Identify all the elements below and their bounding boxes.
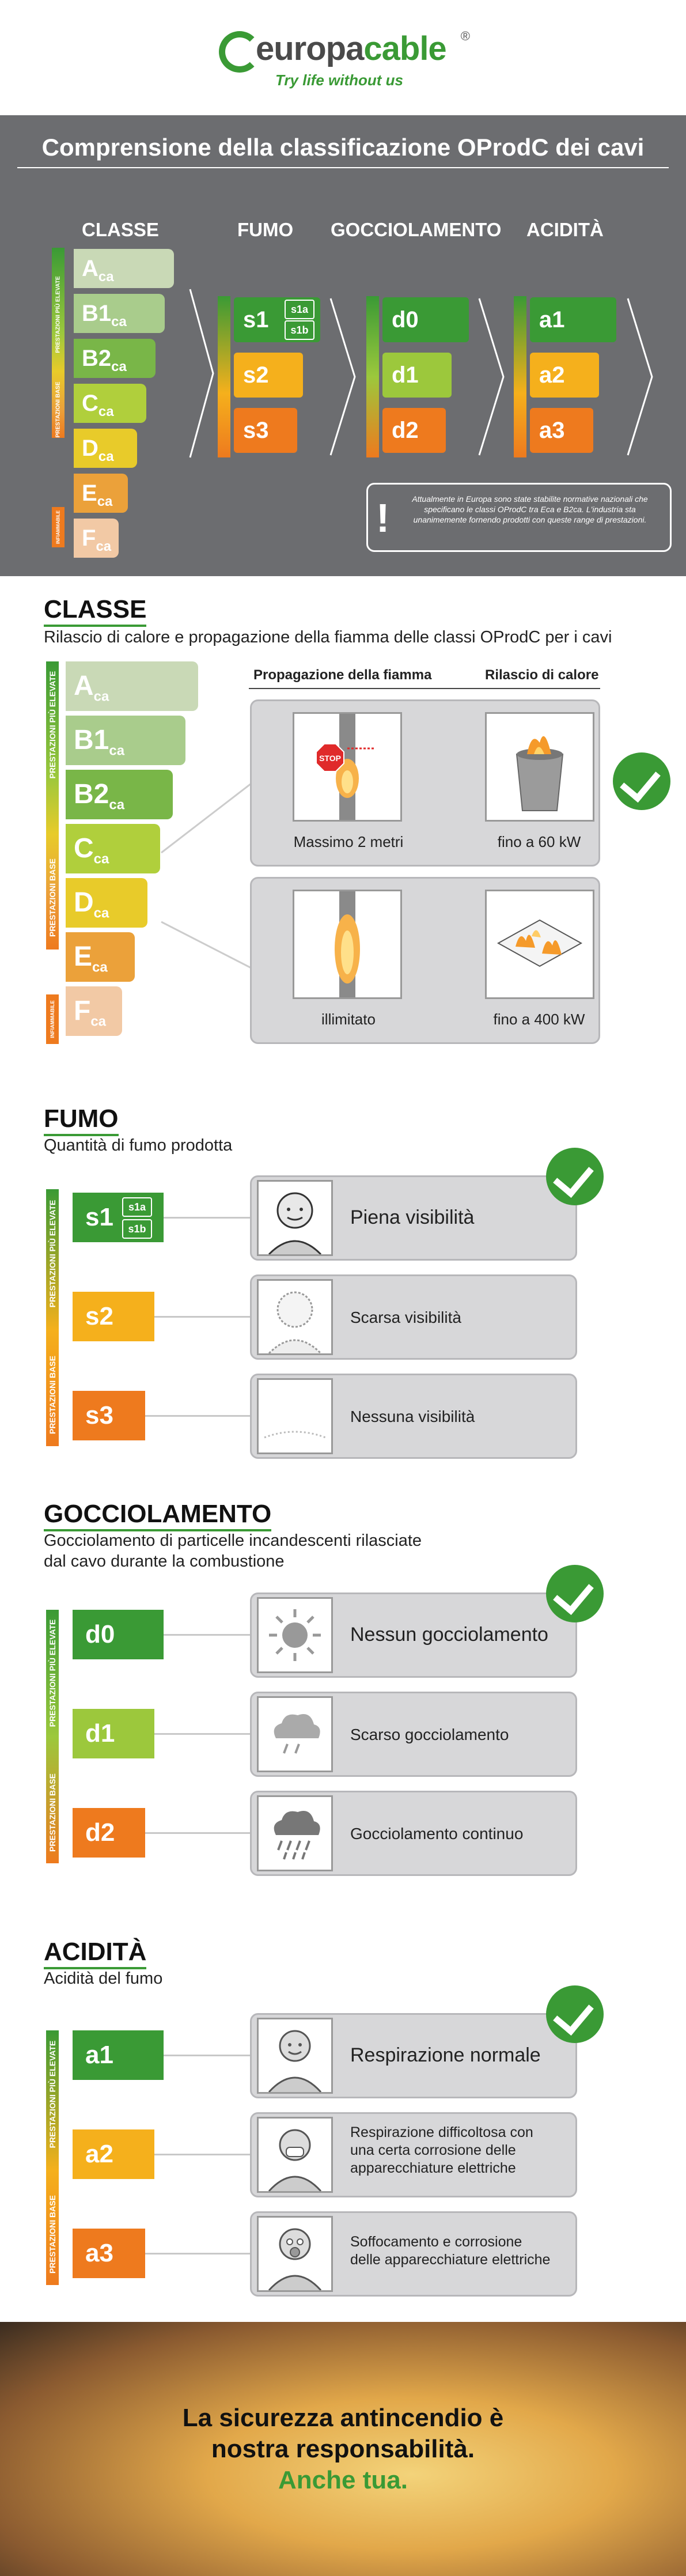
drip-scale-bar xyxy=(46,1610,59,1863)
section-title-acidita: ACIDITÀ xyxy=(44,1938,146,1969)
class-step-b1 xyxy=(74,294,165,333)
acid-label-suffocation xyxy=(350,2233,550,2269)
class-step-c xyxy=(74,384,146,423)
class-step-main: F xyxy=(74,996,91,1026)
class-step-main: B1 xyxy=(82,301,112,326)
scale-label-base: PRESTAZIONI BASE xyxy=(48,1773,57,1852)
flammable-scale-bar xyxy=(46,994,59,1044)
performance-scale-bar xyxy=(52,248,65,438)
header-divider xyxy=(249,688,600,689)
scale-label-high: PRESTAZIONI PIÙ ELEVATE xyxy=(48,2040,57,2148)
smoke-label-full: Piena visibilità xyxy=(350,1206,475,1228)
section-subtitle-gocc-1: Gocciolamento di particelle incandescenti rilasciate xyxy=(44,1531,422,1550)
scale-label-high: PRESTAZIONI PIÙ ELEVATE xyxy=(48,1200,57,1307)
smoke-tag-s1a: s1a xyxy=(122,1197,152,1217)
smoke-label-low: Scarsa visibilità xyxy=(350,1308,461,1326)
exclamation-icon: ! xyxy=(376,495,390,540)
smoke-subpill-s1b: s1b xyxy=(285,320,314,340)
acid-label-difficult xyxy=(350,2124,533,2177)
footer-slogan-accent: Anche tua. xyxy=(278,2466,408,2494)
class-step-main: B2 xyxy=(82,346,112,371)
class-step-sub: ca xyxy=(93,905,109,921)
class-step-main: A xyxy=(74,671,94,701)
class-step-c xyxy=(66,824,160,873)
acid-label-difficult-line-1: Respirazione difficoltosa con xyxy=(350,2124,533,2140)
logo-ring-icon xyxy=(219,31,260,73)
class-step-main: E xyxy=(74,941,93,972)
class-step-f xyxy=(74,519,119,558)
drip-label-none: Nessun gocciolamento xyxy=(350,1624,548,1646)
info-note xyxy=(366,483,672,552)
scale-label-high: PRESTAZIONI PIÙ ELEVATE xyxy=(48,1619,57,1727)
acid-label-difficult-line-2: una certa corrosione delle xyxy=(350,2142,516,2158)
class-step-d xyxy=(74,429,137,468)
section-subtitle-acidita: Acidità del fumo xyxy=(44,1969,163,1988)
flame-unlimited-image xyxy=(293,890,402,999)
drip-pill-label: d1 xyxy=(392,362,419,388)
room-fire-image xyxy=(485,890,594,999)
connector-line xyxy=(154,1733,250,1735)
smoke-scale-bar xyxy=(46,1189,59,1446)
section-subtitle-classe: Rilascio di calore e propagazione della fiamma delle classi OProdC per i cavi xyxy=(44,628,612,646)
header-heat-release: Rilascio di calore xyxy=(485,667,599,683)
person-gasmask-icon xyxy=(257,2216,333,2292)
caption-400kw: fino a 400 kW xyxy=(493,1011,585,1028)
chevron-right-icon xyxy=(626,296,654,457)
class-step-sub: ca xyxy=(98,449,114,464)
class-step-b2 xyxy=(74,339,156,378)
smoke-pill-label: s3 xyxy=(243,418,269,443)
chevron-right-icon xyxy=(477,296,506,457)
caption-unlimited: illimitato xyxy=(321,1011,376,1028)
logo-tagline: Try life without us xyxy=(275,71,403,89)
caption-max-2m: Massimo 2 metri xyxy=(293,833,404,850)
chevron-right-icon xyxy=(328,296,357,457)
class-step-main: C xyxy=(74,833,94,864)
drip-tag-d1: d1 xyxy=(73,1709,154,1758)
smoke-pill-label: s2 xyxy=(243,362,269,388)
acid-tag-a3: a3 xyxy=(73,2229,145,2278)
check-icon xyxy=(546,1985,604,2043)
acid-label-suffocation-line-2: delle apparecchiature elettriche xyxy=(350,2252,551,2268)
flame-stop-image xyxy=(293,712,402,822)
classe-scale-bar xyxy=(46,661,59,950)
smoke-subpill-s1a: s1a xyxy=(285,300,314,319)
banner-title: Comprensione della classificazione OProdC dei cavi xyxy=(17,134,669,168)
connector-line xyxy=(145,1415,250,1417)
class-step-sub: ca xyxy=(97,494,113,509)
drip-pill-d0 xyxy=(382,297,469,342)
class-step-sub: ca xyxy=(98,269,114,285)
smoke-pill-label: s1 xyxy=(243,307,269,332)
smoke-pill-s2 xyxy=(234,353,303,398)
class-step-main: D xyxy=(82,436,98,461)
sun-icon xyxy=(257,1597,333,1673)
class-step-sub: ca xyxy=(109,743,125,759)
class-step-e xyxy=(66,932,135,982)
logo-registered-mark: ® xyxy=(460,29,470,43)
europacable-logo[interactable] xyxy=(219,29,470,98)
class-step-sub: ca xyxy=(93,689,109,705)
drip-pill-d2 xyxy=(382,408,446,453)
column-header-gocciolamento: GOCCIOLAMENTO xyxy=(331,219,502,240)
logo-wordmark: europacable xyxy=(256,30,446,67)
drip-label-low: Scarso gocciolamento xyxy=(350,1726,509,1743)
section-title-classe: CLASSE xyxy=(44,596,146,627)
acid-label-normal: Respirazione normale xyxy=(350,2044,541,2066)
acid-tag-a2: a2 xyxy=(73,2129,154,2179)
connector-line xyxy=(154,2154,250,2155)
smoke-pill-s3 xyxy=(234,408,297,453)
flammable-scale-bar xyxy=(52,507,65,547)
footer-slogan-line-2: nostra responsabilità. xyxy=(211,2435,475,2463)
connector-line xyxy=(145,2253,250,2255)
class-step-main: B2 xyxy=(74,779,109,810)
connector-line xyxy=(164,1217,250,1219)
acid-pill-label: a2 xyxy=(539,362,565,388)
scale-label-high: PRESTAZIONI PIÙ ELEVATE xyxy=(55,275,62,353)
class-step-sub: ca xyxy=(111,314,127,330)
class-step-f xyxy=(66,986,122,1036)
acid-scale-bar xyxy=(46,2030,59,2285)
class-step-sub: ca xyxy=(93,851,109,867)
check-icon xyxy=(546,1565,604,1622)
scale-label-base: PRESTAZIONI BASE xyxy=(55,381,62,438)
class-step-sub: ca xyxy=(111,359,127,375)
section-subtitle-gocc-2: dal cavo durante la combustione xyxy=(44,1552,285,1571)
person-mask-icon xyxy=(257,2117,333,2193)
class-step-b1 xyxy=(66,716,185,765)
check-icon xyxy=(546,1148,604,1205)
class-step-main: F xyxy=(82,525,96,551)
scale-label-base: PRESTAZIONI BASE xyxy=(48,858,57,937)
drip-label-continuous: Gocciolamento continuo xyxy=(350,1825,524,1843)
connector-line xyxy=(164,2055,250,2056)
bin-fire-image xyxy=(485,712,594,822)
face-clear-image xyxy=(257,1180,333,1256)
scale-label-high: PRESTAZIONI PIÙ ELEVATE xyxy=(48,671,57,779)
class-step-d xyxy=(66,878,147,928)
smoke-tag-s2: s2 xyxy=(73,1292,154,1341)
column-header-acidita: ACIDITÀ xyxy=(526,219,604,240)
acid-pill-a1 xyxy=(530,297,616,342)
footer-slogan xyxy=(0,2403,686,2465)
acid-scale-bar xyxy=(514,296,526,457)
column-header-classe: CLASSE xyxy=(82,219,159,240)
column-header-fumo: FUMO xyxy=(237,219,294,240)
acid-label-difficult-line-3: apparecchiature elettriche xyxy=(350,2160,516,2176)
acid-pill-a2 xyxy=(530,353,599,398)
class-step-sub: ca xyxy=(98,404,114,419)
person-normal-icon xyxy=(257,2018,333,2094)
cloud-heavy-rain-icon xyxy=(257,1795,333,1871)
drip-pill-label: d2 xyxy=(392,418,419,443)
acid-pill-a3 xyxy=(530,408,593,453)
class-step-e xyxy=(74,474,128,513)
drip-tag-d2: d2 xyxy=(73,1808,145,1858)
class-step-main: D xyxy=(74,887,94,918)
class-step-main: E xyxy=(82,481,97,506)
drip-pill-d1 xyxy=(382,353,452,398)
class-step-sub: ca xyxy=(90,1013,107,1030)
acid-tag-a1: a1 xyxy=(73,2030,164,2080)
check-icon xyxy=(613,752,670,810)
smoke-tag-s1b: s1b xyxy=(122,1219,152,1239)
section-title-fumo: FUMO xyxy=(44,1105,119,1136)
connector-line xyxy=(164,1634,250,1636)
acid-label-suffocation-line-1: Soffocamento e corrosione xyxy=(350,2234,522,2250)
scale-label-flammable: INFIAMMABILE xyxy=(55,510,61,544)
class-step-sub: ca xyxy=(109,797,125,813)
smoke-scale-bar xyxy=(218,296,230,457)
class-step-main: A xyxy=(82,256,98,281)
class-step-main: B1 xyxy=(74,725,109,755)
drip-pill-label: d0 xyxy=(392,307,419,332)
scale-label-base: PRESTAZIONI BASE xyxy=(48,2195,57,2274)
acid-pill-label: a3 xyxy=(539,418,565,443)
class-step-a xyxy=(66,661,198,711)
chevron-right-icon xyxy=(188,287,215,460)
face-smoky-image xyxy=(257,1279,333,1355)
stop-sign-text: STOP xyxy=(319,754,341,763)
section-title-gocciolamento: GOCCIOLAMENTO xyxy=(44,1500,271,1531)
footer-slogan-line-1: La sicurezza antincendio è xyxy=(182,2404,504,2432)
smoke-tag-s1: s1 xyxy=(73,1193,164,1242)
class-step-a xyxy=(74,249,174,288)
cloud-light-rain-icon xyxy=(257,1696,333,1772)
class-step-sub: ca xyxy=(92,959,108,975)
face-hidden-image xyxy=(257,1378,333,1454)
connector-line xyxy=(145,1832,250,1834)
scale-label-base: PRESTAZIONI BASE xyxy=(48,1355,57,1434)
drip-scale-bar xyxy=(366,296,379,457)
caption-60kw: fino a 60 kW xyxy=(497,833,581,850)
section-subtitle-fumo: Quantità di fumo prodotta xyxy=(44,1136,233,1155)
scale-label-flammable: INFIAMMABILE xyxy=(50,1000,55,1038)
drip-tag-d0: d0 xyxy=(73,1610,164,1659)
connector-lines xyxy=(156,766,253,979)
smoke-tag-s3: s3 xyxy=(73,1391,145,1440)
class-step-sub: ca xyxy=(96,539,112,554)
header-flame-propagation: Propagazione della fiamma xyxy=(253,667,432,683)
connector-line xyxy=(154,1316,250,1318)
smoke-label-none: Nessuna visibilità xyxy=(350,1408,475,1425)
acid-pill-label: a1 xyxy=(539,307,565,332)
class-step-main: C xyxy=(82,391,98,416)
info-note-text: Attualmente in Europa sono state stabilite normative nazionali che specificano le classi OProdC tra Eca e B2ca. L'industria sta unanimemente fornendo prodotti con queste range di prestazioni. xyxy=(412,494,648,524)
